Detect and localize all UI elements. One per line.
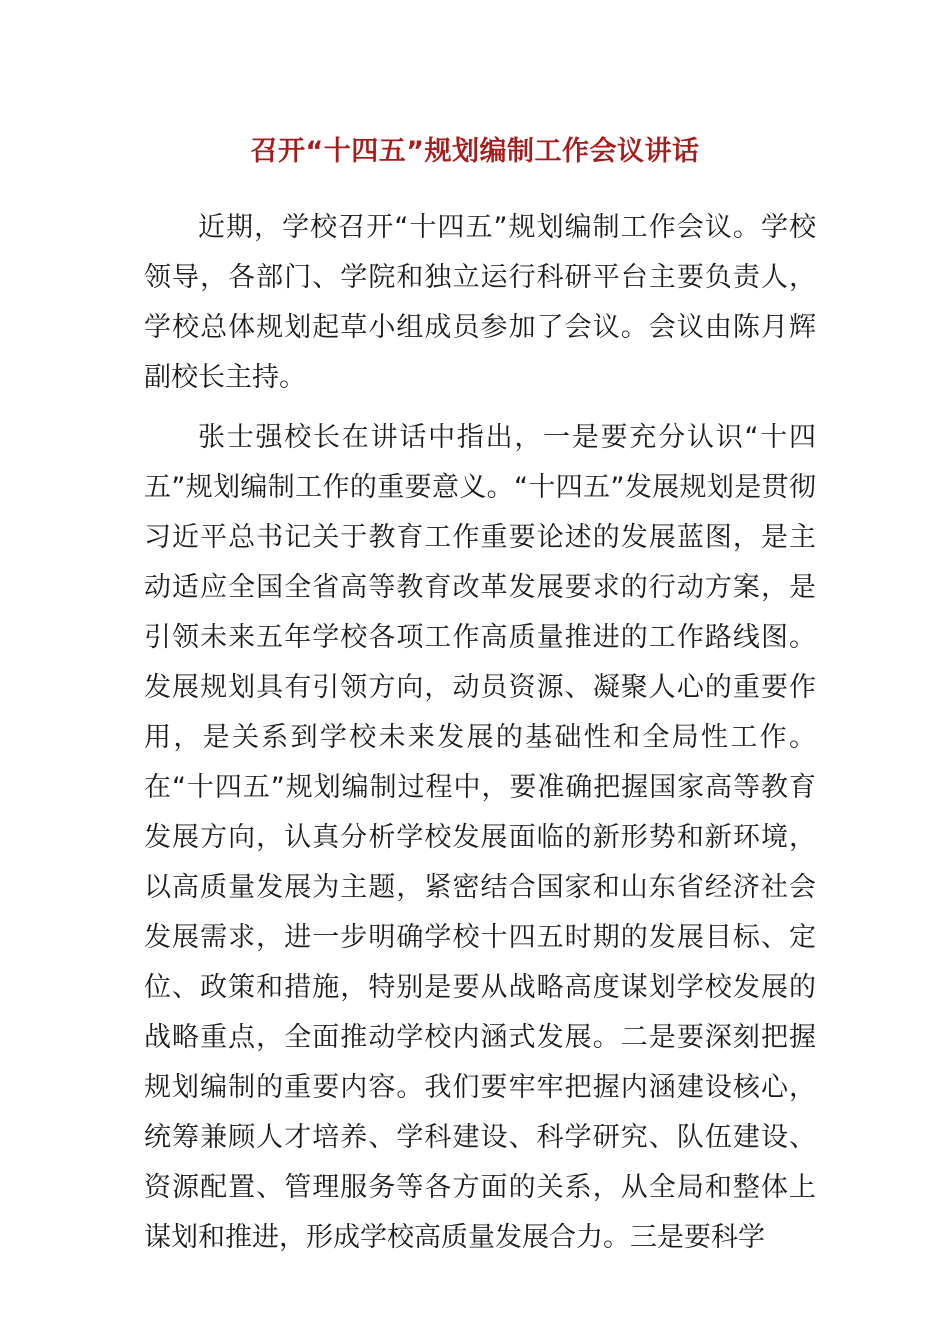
paragraph-2: 张士强校长在讲话中指出，一是要充分认识“十四五”规划编制工作的重要意义。“十四五”发展规划是贯彻习近平总书记关于教育工作重要论述的发展蓝图，是主动适应全国全省高等教育改革发展要求的行动方案，是引领未来五年学校各项工作高质量推进的工作路线图。发展规划具有引领方向，动员资源、凝聚人心的重要作用，是关系到学校未来发展的基础性和全局性工作。在“十四五”规划编制过程中，要准确把握国家高等教育发展方向，认真分析学校发展面临的新形势和新环境，以高质量发展为主题，紧密结合国家和山东省经济社会发展需求，进一步明确学校十四五时期的发展目标、定位、政策和措施，特别是要从战略高度谋划学校发展的战略重点，全面推动学校内涵式发展。二是要深刻把握规划编制的重要内容。我们要牢牢把握内涵建设核心，统筹兼顾人才培养、学科建设、科学研究、队伍建设、资源配置、管理服务等各方面的关系，从全局和整体上谋划和推进，形成学校高质量发展合力。三是要科学 [144, 422, 816, 1253]
document-title: 召开“十四五”规划编制工作会议讲话 [250, 136, 700, 167]
document-body [144, 203, 816, 1273]
paragraph-1: 近期，学校召开“十四五”规划编制工作会议。学校领导，各部门、学院和独立运行科研平台主要负责人，学校总体规划起草小组成员参加了会议。会议由陈月辉副校长主持。 [144, 212, 816, 393]
